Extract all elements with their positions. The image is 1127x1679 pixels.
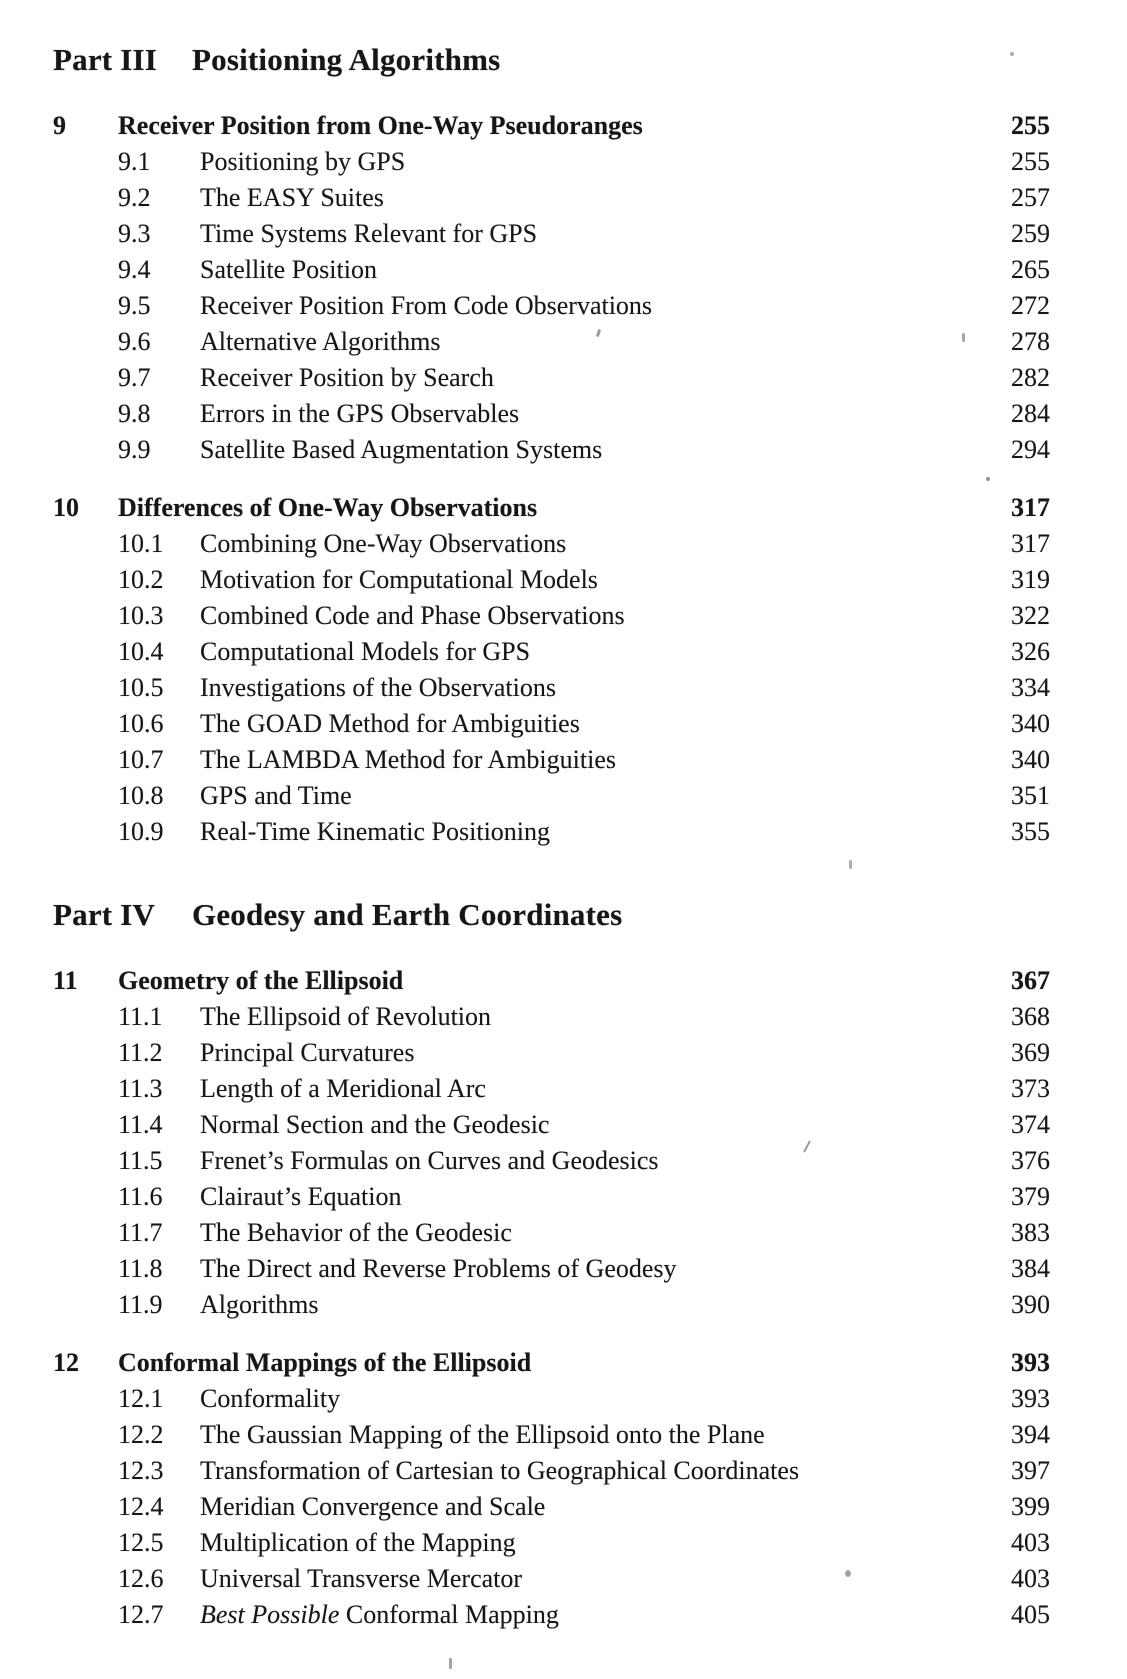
section-title: Conformality [200, 1384, 341, 1413]
section-page-number: 403 [1011, 1564, 1050, 1593]
section-number: 11.2 [118, 1038, 163, 1067]
section-page-number: 255 [1011, 147, 1050, 176]
section-title: Satellite Position [200, 255, 377, 284]
section-page-number: 284 [1011, 399, 1050, 428]
section-title: Receiver Position From Code Observations [200, 291, 653, 320]
section-number: 10.2 [118, 565, 164, 594]
section-title: Frenet’s Formulas on Curves and Geodesics [200, 1146, 659, 1175]
scan-artifact [986, 477, 990, 481]
section-row [53, 1489, 1050, 1525]
section-page-number: 373 [1011, 1074, 1050, 1103]
section-row [53, 1251, 1050, 1287]
section-row [53, 1107, 1050, 1143]
section-page-number: 322 [1011, 601, 1050, 630]
section-title: Receiver Position by Search [200, 363, 494, 392]
section-page-number: 384 [1011, 1254, 1050, 1283]
part-heading [53, 897, 1050, 933]
scan-artifact [845, 1570, 851, 1577]
section-row [53, 670, 1050, 706]
section-number: 11.7 [118, 1218, 163, 1247]
section-row [53, 1179, 1050, 1215]
part-title: Geodesy and Earth Coordinates [192, 897, 623, 932]
section-title: GPS and Time [200, 781, 352, 810]
section-title: Positioning by GPS [200, 147, 406, 176]
chapter-page-number: 367 [1011, 966, 1050, 995]
section-page-number: 282 [1011, 363, 1050, 392]
chapter-page-number: 317 [1011, 493, 1050, 522]
section-title: The Ellipsoid of Revolution [200, 1002, 492, 1031]
section-title: Combined Code and Phase Observations [200, 601, 625, 630]
section-number: 9.2 [118, 183, 151, 212]
section-page-number: 340 [1011, 745, 1050, 774]
section-number: 12.6 [118, 1564, 164, 1593]
section-page-number: 403 [1011, 1528, 1050, 1557]
chapter-title: Differences of One-Way Observations [118, 493, 538, 522]
section-row [53, 1417, 1050, 1453]
section-row [53, 1453, 1050, 1489]
section-row [53, 706, 1050, 742]
section-row [53, 778, 1050, 814]
section-row [53, 432, 1050, 468]
section-number: 12.5 [118, 1528, 164, 1557]
section-number: 12.2 [118, 1420, 164, 1449]
section-row [53, 252, 1050, 288]
chapter-title: Conformal Mappings of the Ellipsoid [118, 1348, 532, 1377]
section-title: Time Systems Relevant for GPS [200, 219, 538, 248]
section-title: Length of a Meridional Arc [200, 1074, 486, 1103]
chapter-number: 12 [53, 1348, 79, 1377]
section-page-number: 390 [1011, 1290, 1050, 1319]
section-number: 11.9 [118, 1290, 163, 1319]
section-row [53, 1143, 1050, 1179]
section-page-number: 272 [1011, 291, 1050, 320]
section-title: Satellite Based Augmentation Systems [200, 435, 603, 464]
section-row [53, 144, 1050, 180]
section-number: 11.6 [118, 1182, 163, 1211]
section-number: 9.1 [118, 147, 151, 176]
section-row [53, 814, 1050, 850]
section-title: Clairaut’s Equation [200, 1182, 402, 1211]
section-page-number: 259 [1011, 219, 1050, 248]
section-page-number: 393 [1011, 1384, 1050, 1413]
part-label: Part IV [53, 897, 156, 932]
scan-artifact [449, 1658, 452, 1669]
section-title-italic: Best Possible [200, 1600, 340, 1629]
section-title: Motivation for Computational Models [200, 565, 598, 594]
section-title [200, 1597, 1011, 1633]
part-heading [53, 42, 1050, 78]
section-number: 9.9 [118, 435, 151, 464]
section-title: The Gaussian Mapping of the Ellipsoid onto the Plane [200, 1420, 765, 1449]
section-number: 9.7 [118, 363, 151, 392]
section-page-number: 383 [1011, 1218, 1050, 1247]
scan-artifact [962, 333, 965, 342]
section-row [53, 999, 1050, 1035]
section-page-number: 294 [1011, 435, 1050, 464]
section-row [53, 562, 1050, 598]
section-title-rest: Conformal Mapping [339, 1600, 559, 1629]
chapter-title: Receiver Position from One-Way Pseudoranges [118, 111, 643, 140]
section-title: Principal Curvatures [200, 1038, 415, 1067]
section-number: 10.1 [118, 529, 164, 558]
part-title: Positioning Algorithms [192, 42, 501, 77]
section-number: 12.4 [118, 1492, 164, 1521]
section-page-number: 399 [1011, 1492, 1050, 1521]
section-title: Combining One-Way Observations [200, 529, 567, 558]
section-number: 11.8 [118, 1254, 163, 1283]
section-row [53, 1287, 1050, 1323]
section-row [53, 1561, 1050, 1597]
section-page-number: 317 [1011, 529, 1050, 558]
section-number: 11.1 [118, 1002, 163, 1031]
section-page-number: 319 [1011, 565, 1050, 594]
section-number: 10.8 [118, 781, 164, 810]
chapter-row [53, 108, 1050, 144]
section-title: Investigations of the Observations [200, 673, 556, 702]
section-number: 11.3 [118, 1074, 163, 1103]
section-page-number: 265 [1011, 255, 1050, 284]
chapter-row [53, 490, 1050, 526]
section-page-number: 355 [1011, 817, 1050, 846]
section-row [53, 396, 1050, 432]
section-title: The Direct and Reverse Problems of Geodesy [200, 1254, 677, 1283]
section-title: Normal Section and the Geodesic [200, 1110, 550, 1139]
section-title: Alternative Algorithms [200, 327, 441, 356]
section-page-number: 397 [1011, 1456, 1050, 1485]
section-title: Universal Transverse Mercator [200, 1564, 523, 1593]
scan-artifact [849, 860, 852, 869]
section-number: 12.1 [118, 1384, 164, 1413]
section-page-number: 374 [1011, 1110, 1050, 1139]
section-title: Meridian Convergence and Scale [200, 1492, 546, 1521]
section-number: 9.6 [118, 327, 151, 356]
section-number: 10.3 [118, 601, 164, 630]
section-row [53, 634, 1050, 670]
section-row [53, 526, 1050, 562]
section-number: 11.4 [118, 1110, 163, 1139]
section-number: 12.7 [118, 1600, 164, 1629]
chapter-row [53, 963, 1050, 999]
section-number: 10.7 [118, 745, 164, 774]
section-row [53, 360, 1050, 396]
chapter-page-number: 393 [1011, 1348, 1050, 1377]
section-row [53, 288, 1050, 324]
section-title: Transformation of Cartesian to Geographical Coordinates [200, 1456, 800, 1485]
section-title: The LAMBDA Method for Ambiguities [200, 745, 616, 774]
section-page-number: 340 [1011, 709, 1050, 738]
section-page-number: 326 [1011, 637, 1050, 666]
section-page-number: 369 [1011, 1038, 1050, 1067]
section-page-number: 368 [1011, 1002, 1050, 1031]
section-page-number: 257 [1011, 183, 1050, 212]
chapter-page-number: 255 [1011, 111, 1050, 140]
chapter-title: Geometry of the Ellipsoid [118, 966, 404, 995]
section-title: The EASY Suites [200, 183, 384, 212]
part-label: Part III [53, 42, 158, 77]
chapter-row [53, 1345, 1050, 1381]
section-number: 10.9 [118, 817, 164, 846]
section-row [53, 1597, 1050, 1633]
section-row [53, 1035, 1050, 1071]
section-number: 10.6 [118, 709, 164, 738]
section-number: 9.4 [118, 255, 151, 284]
section-row [53, 1525, 1050, 1561]
section-row [53, 742, 1050, 778]
section-number: 10.4 [118, 637, 164, 666]
toc-page [53, 42, 1050, 1633]
section-page-number: 394 [1011, 1420, 1050, 1449]
section-title: The GOAD Method for Ambiguities [200, 709, 580, 738]
section-row [53, 1215, 1050, 1251]
section-number: 9.3 [118, 219, 151, 248]
section-row [53, 1071, 1050, 1107]
section-row [53, 1381, 1050, 1417]
section-title: The Behavior of the Geodesic [200, 1218, 512, 1247]
section-title: Computational Models for GPS [200, 637, 531, 666]
section-row [53, 180, 1050, 216]
chapter-number: 10 [53, 493, 79, 522]
section-row [53, 216, 1050, 252]
section-page-number: 351 [1011, 781, 1050, 810]
section-title: Algorithms [200, 1290, 319, 1319]
section-row [53, 598, 1050, 634]
section-number: 12.3 [118, 1456, 164, 1485]
section-number: 11.5 [118, 1146, 163, 1175]
section-title: Errors in the GPS Observables [200, 399, 520, 428]
section-page-number: 405 [1011, 1600, 1050, 1629]
section-number: 10.5 [118, 673, 164, 702]
scan-artifact [1010, 52, 1014, 56]
chapter-number: 9 [53, 111, 66, 140]
section-number: 9.8 [118, 399, 151, 428]
section-page-number: 334 [1011, 673, 1050, 702]
section-title: Multiplication of the Mapping [200, 1528, 516, 1557]
section-page-number: 376 [1011, 1146, 1050, 1175]
section-number: 9.5 [118, 291, 151, 320]
section-page-number: 278 [1011, 327, 1050, 356]
section-title: Real-Time Kinematic Positioning [200, 817, 551, 846]
section-page-number: 379 [1011, 1182, 1050, 1211]
section-row [53, 324, 1050, 360]
chapter-number: 11 [53, 966, 78, 995]
